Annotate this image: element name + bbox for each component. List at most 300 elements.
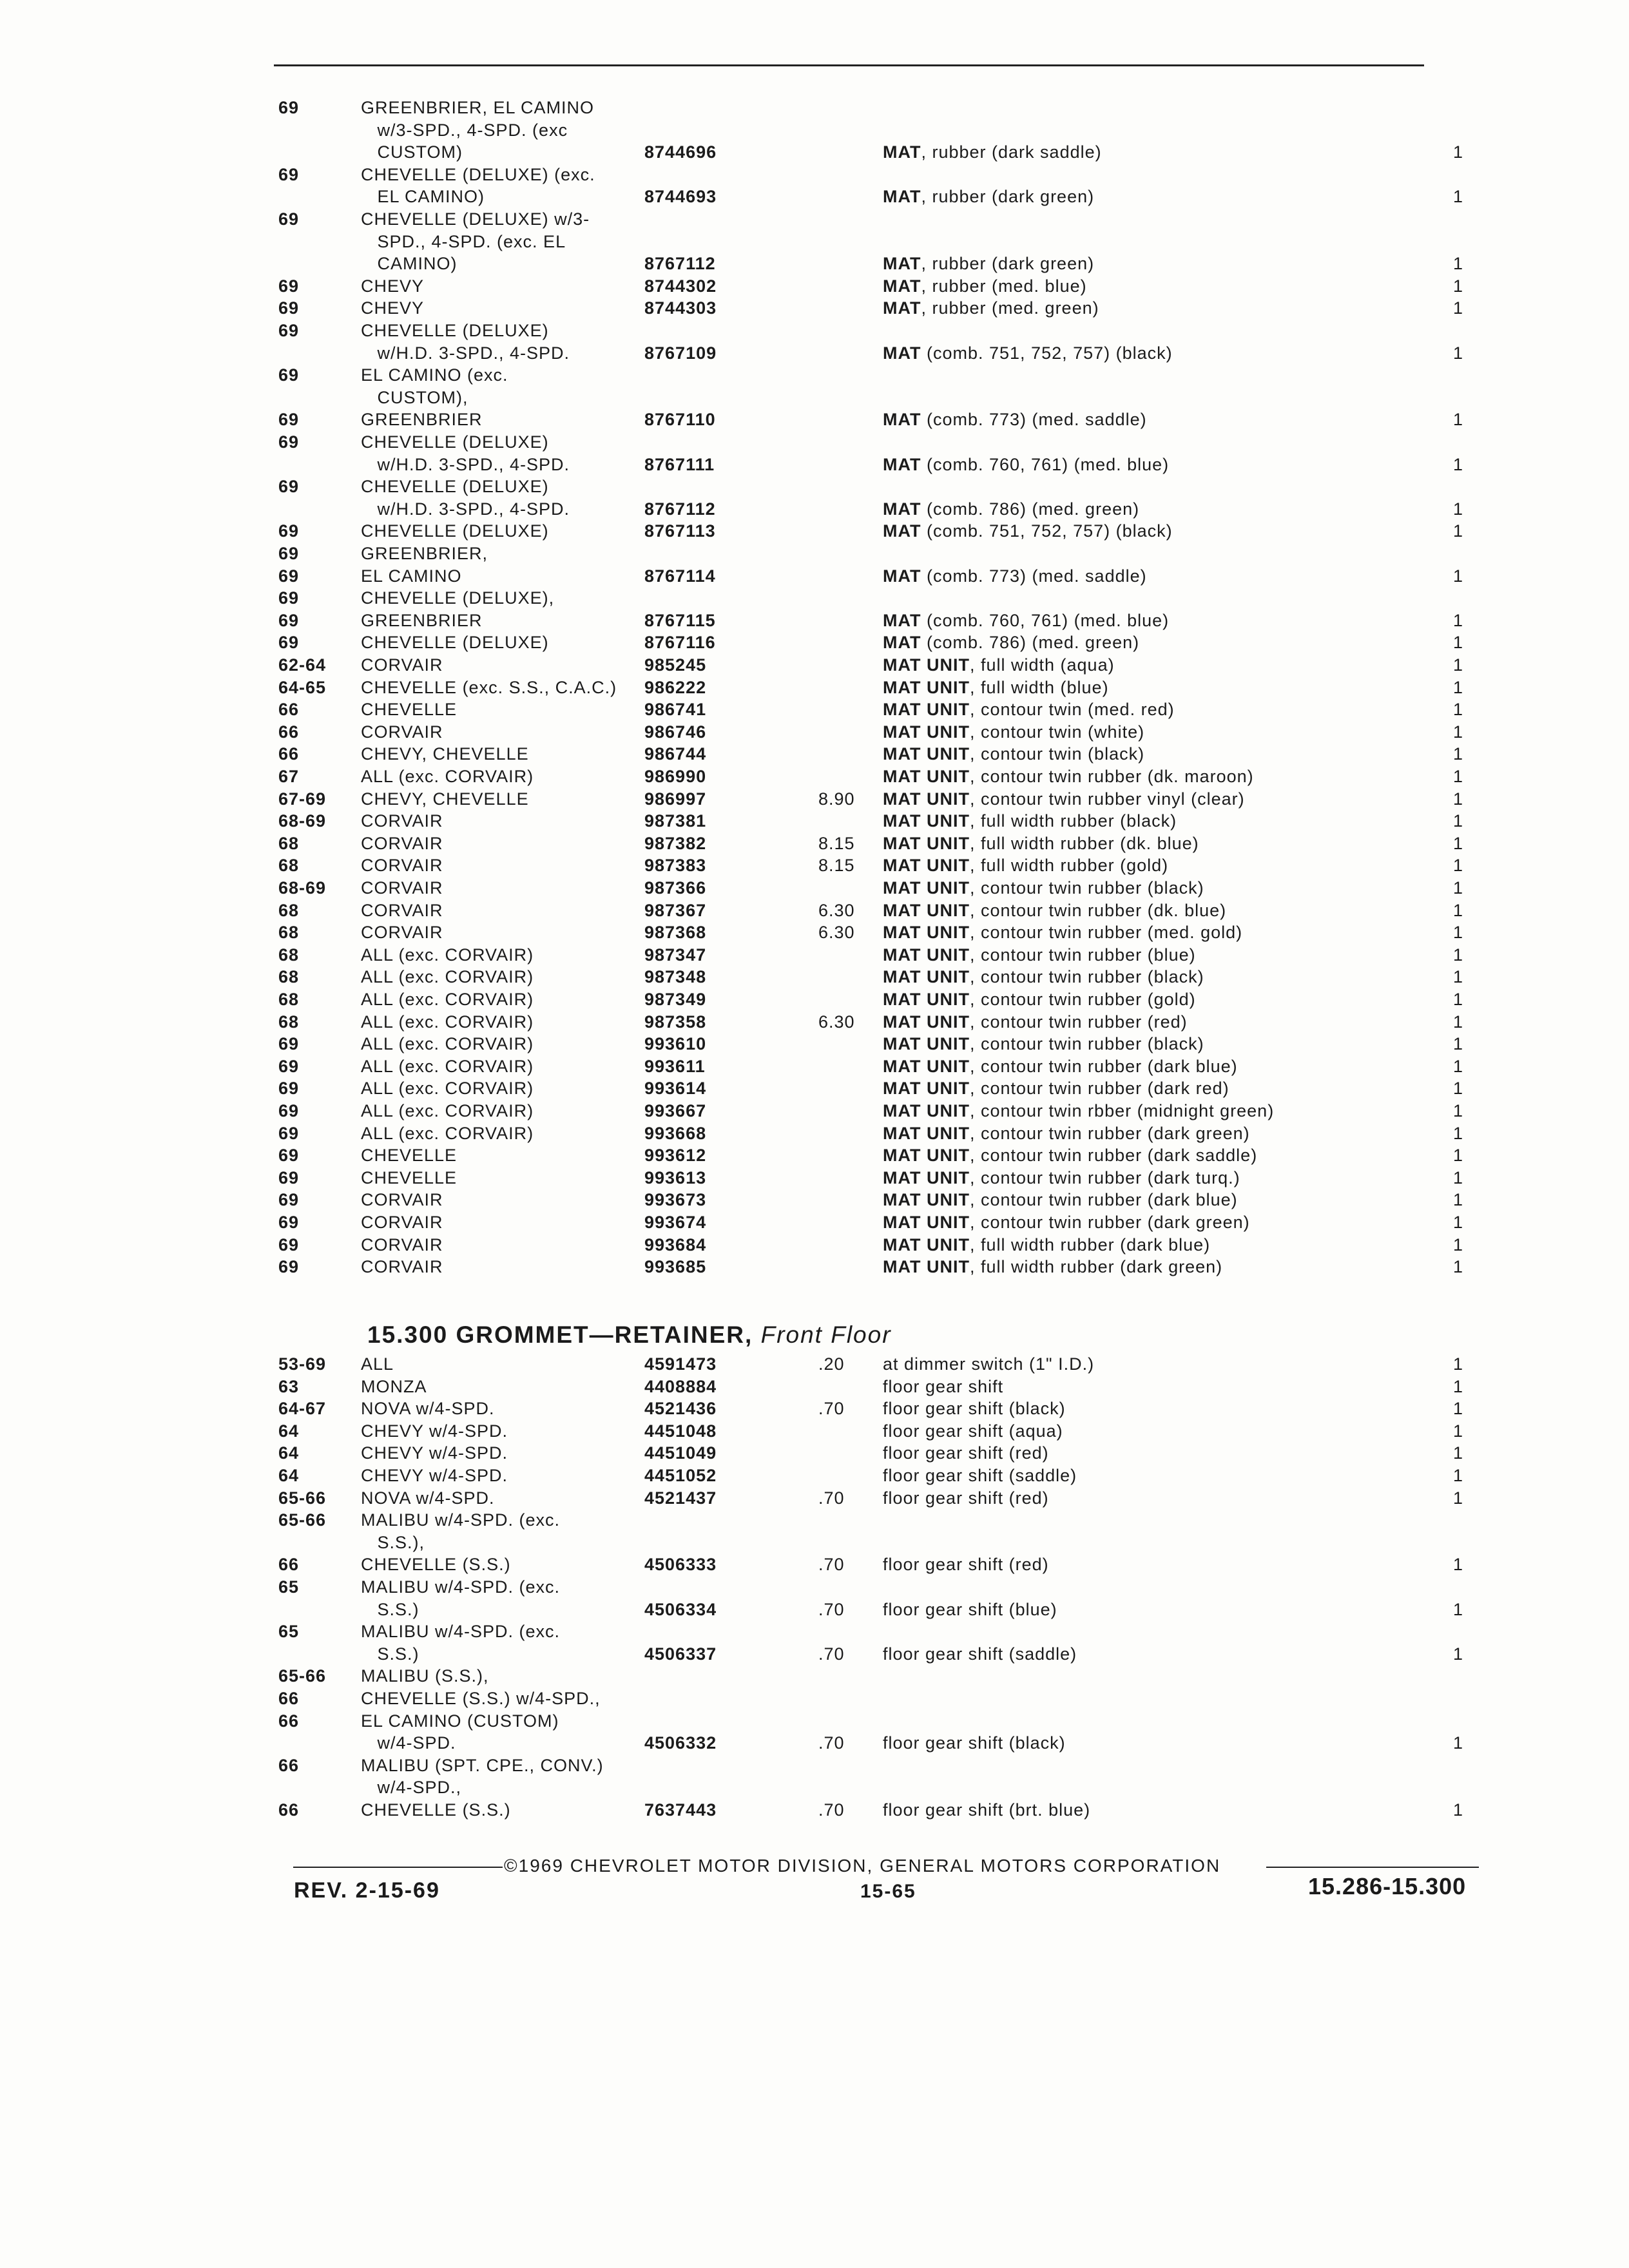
- list-item: [0, 1234, 1629, 1256]
- description-cell: MAT UNIT, contour twin rubber (dark blue): [883, 1056, 1238, 1076]
- list-item: [0, 1167, 1629, 1189]
- year-cell: 65-66: [278, 1510, 327, 1530]
- list-item: [0, 1211, 1629, 1233]
- model-cell: SPD., 4-SPD. (exc. EL: [361, 231, 566, 251]
- part-number-cell: 4451049: [644, 1443, 717, 1463]
- part-number-cell: 4408884: [644, 1376, 717, 1396]
- year-cell: 68: [278, 990, 300, 1009]
- list-item: [0, 698, 1629, 720]
- list-item: [0, 587, 1629, 609]
- year-cell: 68: [278, 856, 300, 876]
- part-number-cell: 7637443: [644, 1800, 717, 1820]
- model-cell: GREENBRIER: [361, 410, 483, 430]
- quantity-cell: 1: [1453, 1168, 1464, 1187]
- quantity-cell: 1: [1453, 1012, 1464, 1032]
- model-cell: CORVAIR: [361, 1257, 443, 1277]
- year-cell: 65-66: [278, 1488, 327, 1508]
- quantity-cell: 1: [1453, 945, 1464, 965]
- part-number-cell: 4506334: [644, 1599, 717, 1619]
- quantity-cell: 1: [1453, 187, 1464, 207]
- description-cell: floor gear shift (saddle): [883, 1644, 1077, 1664]
- list-item: [0, 1465, 1629, 1486]
- list-item: [0, 498, 1629, 520]
- part-number-cell: 986990: [644, 767, 707, 786]
- quantity-cell: 1: [1453, 833, 1464, 853]
- quantity-cell: 1: [1453, 1079, 1464, 1099]
- model-cell: GREENBRIER,: [361, 544, 488, 563]
- year-cell: 69: [278, 164, 300, 184]
- list-item: [0, 431, 1629, 453]
- description-cell: MAT (comb. 760, 761) (med. blue): [883, 610, 1170, 630]
- section-range: 15.286-15.300: [1308, 1873, 1467, 1899]
- part-number-cell: 4591473: [644, 1354, 717, 1374]
- model-cell: CORVAIR: [361, 811, 443, 831]
- description-cell: MAT UNIT, contour twin rubber (red): [883, 1012, 1188, 1032]
- part-number-cell: 987358: [644, 1012, 707, 1032]
- model-cell: CORVAIR: [361, 833, 443, 853]
- list-item: [0, 454, 1629, 476]
- description-cell: MAT UNIT, contour twin rubber (dark saddle): [883, 1146, 1258, 1166]
- description-cell: MAT UNIT, contour twin rbber (midnight green): [883, 1101, 1275, 1120]
- model-cell: CUSTOM): [361, 142, 463, 162]
- price-cell: .70: [818, 1644, 845, 1664]
- description-cell: MAT UNIT, contour twin (med. red): [883, 700, 1175, 720]
- list-item: [0, 854, 1629, 876]
- quantity-cell: 1: [1453, 789, 1464, 809]
- section-heading: [367, 1321, 892, 1349]
- price-cell: .70: [818, 1555, 845, 1575]
- year-cell: 69: [278, 1034, 300, 1054]
- list-item: [0, 1710, 1629, 1732]
- list-item: [0, 208, 1629, 230]
- part-number-cell: 8767109: [644, 343, 717, 363]
- year-cell: 69: [278, 298, 300, 318]
- list-item: [0, 1077, 1629, 1099]
- quantity-cell: 1: [1453, 878, 1464, 898]
- year-cell: 68: [278, 900, 300, 920]
- model-cell: CHEVELLE: [361, 1168, 458, 1187]
- year-cell: 69: [278, 432, 300, 452]
- year-cell: 65: [278, 1622, 300, 1642]
- quantity-cell: 1: [1453, 677, 1464, 697]
- year-cell: 69: [278, 1123, 300, 1143]
- description-cell: floor gear shift (aqua): [883, 1421, 1063, 1441]
- part-number-cell: 987383: [644, 856, 707, 876]
- list-item: [0, 610, 1629, 631]
- model-cell: ALL (exc. CORVAIR): [361, 990, 534, 1009]
- model-cell: w/4-SPD.,: [361, 1778, 462, 1798]
- model-cell: ALL: [361, 1354, 394, 1374]
- price-cell: .70: [818, 1599, 845, 1619]
- part-number-cell: 987349: [644, 990, 707, 1009]
- description-cell: MAT UNIT, contour twin rubber (dark red): [883, 1079, 1229, 1099]
- quantity-cell: 1: [1453, 1488, 1464, 1508]
- model-cell: CHEVELLE: [361, 1146, 458, 1166]
- part-number-cell: 987367: [644, 900, 707, 920]
- price-cell: .20: [818, 1354, 845, 1374]
- part-number-cell: 987347: [644, 945, 707, 965]
- quantity-cell: 1: [1453, 454, 1464, 474]
- year-cell: 68-69: [278, 811, 327, 831]
- year-cell: 69: [278, 1257, 300, 1277]
- quantity-cell: 1: [1453, 1555, 1464, 1575]
- list-item: [0, 1553, 1629, 1575]
- model-cell: CHEVELLE (DELUXE),: [361, 588, 555, 608]
- quantity-cell: 1: [1453, 811, 1464, 831]
- list-item: [0, 877, 1629, 899]
- model-cell: CUSTOM),: [361, 387, 468, 407]
- list-item: [0, 186, 1629, 207]
- model-cell: CHEVELLE (exc. S.S., C.A.C.): [361, 677, 617, 697]
- quantity-cell: 1: [1453, 1466, 1464, 1485]
- year-cell: 66: [278, 744, 300, 764]
- year-cell: 69: [278, 1235, 300, 1254]
- quantity-cell: 1: [1453, 1235, 1464, 1254]
- part-number-cell: 993613: [644, 1168, 707, 1187]
- description-cell: at dimmer switch (1" I.D.): [883, 1354, 1095, 1374]
- part-number-cell: 993673: [644, 1190, 707, 1210]
- description-cell: floor gear shift (saddle): [883, 1466, 1077, 1485]
- quantity-cell: 1: [1453, 1056, 1464, 1076]
- description-cell: MAT, rubber (med. blue): [883, 276, 1087, 296]
- description-cell: floor gear shift (blue): [883, 1599, 1057, 1619]
- model-cell: w/H.D. 3-SPD., 4-SPD.: [361, 454, 570, 474]
- copyright-line: ©1969 CHEVROLET MOTOR DIVISION, GENERAL MOTORS CORPORATION: [504, 1856, 1221, 1876]
- list-item: [0, 520, 1629, 542]
- year-cell: 68: [278, 967, 300, 987]
- price-cell: .70: [818, 1399, 845, 1419]
- model-cell: CHEVY: [361, 298, 425, 318]
- list-item: [0, 832, 1629, 854]
- model-cell: GREENBRIER: [361, 610, 483, 630]
- year-cell: 67: [278, 767, 300, 786]
- year-cell: 69: [278, 633, 300, 653]
- year-cell: 66: [278, 1755, 300, 1775]
- year-cell: 69: [278, 544, 300, 563]
- part-number-cell: 985245: [644, 655, 707, 675]
- year-cell: 64: [278, 1443, 300, 1463]
- list-item: [0, 654, 1629, 676]
- description-cell: MAT UNIT, contour twin rubber (gold): [883, 990, 1196, 1009]
- year-cell: 66: [278, 1555, 300, 1575]
- year-cell: 69: [278, 1190, 300, 1210]
- year-cell: 69: [278, 209, 300, 229]
- list-item: [0, 1189, 1629, 1211]
- quantity-cell: 1: [1453, 1034, 1464, 1054]
- description-cell: floor gear shift (brt. blue): [883, 1800, 1091, 1820]
- model-cell: EL CAMINO: [361, 566, 462, 586]
- model-cell: MALIBU w/4-SPD. (exc.: [361, 1577, 561, 1597]
- list-item: [0, 1376, 1629, 1398]
- model-cell: MALIBU w/4-SPD. (exc.: [361, 1622, 561, 1642]
- part-number-cell: 8744696: [644, 142, 717, 162]
- part-number-cell: 4451048: [644, 1421, 717, 1441]
- quantity-cell: 1: [1453, 655, 1464, 675]
- model-cell: S.S.): [361, 1599, 419, 1619]
- description-cell: MAT UNIT, contour twin rubber (blue): [883, 945, 1196, 965]
- year-cell: 69: [278, 410, 300, 430]
- model-cell: CORVAIR: [361, 878, 443, 898]
- part-number-cell: 4521436: [644, 1399, 717, 1419]
- quantity-cell: 1: [1453, 1190, 1464, 1210]
- model-cell: CHEVY, CHEVELLE: [361, 789, 529, 809]
- list-item: [0, 1398, 1629, 1419]
- quantity-cell: 1: [1453, 1123, 1464, 1143]
- list-item: [0, 1732, 1629, 1754]
- model-cell: NOVA w/4-SPD.: [361, 1488, 495, 1508]
- part-number-cell: 8767113: [644, 521, 716, 541]
- year-cell: 65: [278, 1577, 300, 1597]
- year-cell: 67-69: [278, 789, 327, 809]
- part-number-cell: 986744: [644, 744, 707, 764]
- quantity-cell: 1: [1453, 1443, 1464, 1463]
- description-cell: floor gear shift: [883, 1376, 1004, 1396]
- part-number-cell: 8744302: [644, 276, 717, 296]
- year-cell: 64-67: [278, 1399, 327, 1419]
- year-cell: 64: [278, 1466, 300, 1485]
- quantity-cell: 1: [1453, 700, 1464, 720]
- quantity-cell: 1: [1453, 1733, 1464, 1753]
- list-item: [0, 342, 1629, 364]
- description-cell: MAT UNIT, full width rubber (dark green): [883, 1257, 1223, 1277]
- quantity-cell: 1: [1453, 298, 1464, 318]
- list-item: [0, 253, 1629, 274]
- model-cell: CHEVY, CHEVELLE: [361, 744, 529, 764]
- model-cell: NOVA w/4-SPD.: [361, 1399, 495, 1419]
- description-cell: MAT UNIT, contour twin rubber (dk. blue): [883, 900, 1227, 920]
- list-item: [0, 1011, 1629, 1033]
- model-cell: CHEVY w/4-SPD.: [361, 1443, 508, 1463]
- list-item: [0, 1620, 1629, 1642]
- part-number-cell: 8767115: [644, 610, 716, 630]
- model-cell: GREENBRIER, EL CAMINO: [361, 98, 595, 117]
- list-item: [0, 408, 1629, 430]
- list-item: [0, 788, 1629, 810]
- description-cell: floor gear shift (black): [883, 1733, 1066, 1753]
- model-cell: ALL (exc. CORVAIR): [361, 1012, 534, 1032]
- model-cell: S.S.): [361, 1644, 419, 1664]
- description-cell: MAT UNIT, contour twin rubber (dk. maroon): [883, 767, 1254, 786]
- model-cell: ALL (exc. CORVAIR): [361, 945, 534, 965]
- part-number-cell: 8767112: [644, 499, 716, 519]
- description-cell: MAT, rubber (dark green): [883, 187, 1095, 207]
- year-cell: 66: [278, 1711, 300, 1731]
- year-cell: 69: [278, 1213, 300, 1232]
- list-item: [0, 966, 1629, 988]
- year-cell: 69: [278, 276, 300, 296]
- model-cell: EL CAMINO): [361, 187, 485, 207]
- list-item: [0, 387, 1629, 408]
- quantity-cell: 1: [1453, 767, 1464, 786]
- part-number-cell: 4506337: [644, 1644, 717, 1664]
- price-cell: 6.30: [818, 923, 855, 943]
- model-cell: CORVAIR: [361, 1235, 443, 1254]
- year-cell: 63: [278, 1376, 300, 1396]
- list-item: [0, 1055, 1629, 1077]
- model-cell: ALL (exc. CORVAIR): [361, 967, 534, 987]
- quantity-cell: 1: [1453, 1101, 1464, 1120]
- description-cell: floor gear shift (red): [883, 1443, 1049, 1463]
- part-number-cell: 8767114: [644, 566, 716, 586]
- description-cell: MAT UNIT, full width rubber (black): [883, 811, 1177, 831]
- model-cell: MALIBU (SPT. CPE., CONV.): [361, 1755, 604, 1775]
- year-cell: 66: [278, 700, 300, 720]
- year-cell: 69: [278, 566, 300, 586]
- list-item: [0, 1442, 1629, 1464]
- model-cell: w/3-SPD., 4-SPD. (exc: [361, 120, 568, 140]
- part-number-cell: 993667: [644, 1101, 707, 1120]
- list-item: [0, 297, 1629, 319]
- quantity-cell: 1: [1453, 1421, 1464, 1441]
- model-cell: CHEVY: [361, 276, 425, 296]
- quantity-cell: 1: [1453, 744, 1464, 764]
- model-cell: CORVAIR: [361, 1213, 443, 1232]
- list-item: [0, 631, 1629, 653]
- list-item: [0, 1576, 1629, 1598]
- list-item: [0, 119, 1629, 141]
- year-cell: 69: [278, 1146, 300, 1166]
- list-item: [0, 944, 1629, 966]
- list-item: [0, 364, 1629, 386]
- year-cell: 68: [278, 923, 300, 943]
- part-number-cell: 4506332: [644, 1733, 717, 1753]
- year-cell: 69: [278, 98, 300, 117]
- part-number-cell: 987348: [644, 967, 707, 987]
- quantity-cell: 1: [1453, 254, 1464, 274]
- year-cell: 64-65: [278, 677, 327, 697]
- year-cell: 69: [278, 1168, 300, 1187]
- top-rule: [274, 64, 1424, 66]
- list-item: [0, 320, 1629, 341]
- model-cell: CORVAIR: [361, 655, 443, 675]
- part-number-cell: 987382: [644, 833, 707, 853]
- part-number-cell: 8744693: [644, 187, 717, 207]
- list-item: [0, 810, 1629, 832]
- year-cell: 66: [278, 722, 300, 742]
- part-number-cell: 986746: [644, 722, 707, 742]
- quantity-cell: 1: [1453, 1257, 1464, 1277]
- description-cell: MAT UNIT, contour twin rubber (dark green): [883, 1213, 1250, 1232]
- year-cell: 69: [278, 477, 300, 497]
- part-number-cell: 993610: [644, 1034, 707, 1054]
- model-cell: CAMINO): [361, 254, 458, 274]
- list-item: [0, 1100, 1629, 1122]
- model-cell: CORVAIR: [361, 923, 443, 943]
- part-number-cell: 4521437: [644, 1488, 717, 1508]
- description-cell: floor gear shift (red): [883, 1555, 1049, 1575]
- quantity-cell: 1: [1453, 1213, 1464, 1232]
- price-cell: .70: [818, 1733, 845, 1753]
- quantity-cell: 1: [1453, 410, 1464, 430]
- model-cell: CHEVELLE (DELUXE): [361, 432, 549, 452]
- year-cell: 66: [278, 1800, 300, 1820]
- model-cell: CHEVELLE: [361, 700, 458, 720]
- model-cell: CHEVELLE (DELUXE): [361, 521, 549, 541]
- part-number-cell: 986997: [644, 789, 707, 809]
- model-cell: CORVAIR: [361, 900, 443, 920]
- year-cell: 69: [278, 1101, 300, 1120]
- year-cell: 68: [278, 833, 300, 853]
- list-item: [0, 1033, 1629, 1055]
- model-cell: ALL (exc. CORVAIR): [361, 1056, 534, 1076]
- part-number-cell: 8767112: [644, 254, 716, 274]
- description-cell: MAT UNIT, full width rubber (dk. blue): [883, 833, 1199, 853]
- description-cell: floor gear shift (red): [883, 1488, 1049, 1508]
- quantity-cell: 1: [1453, 499, 1464, 519]
- quantity-cell: 1: [1453, 722, 1464, 742]
- model-cell: ALL (exc. CORVAIR): [361, 1034, 534, 1054]
- part-number-cell: 8767111: [644, 454, 715, 474]
- quantity-cell: 1: [1453, 142, 1464, 162]
- description-cell: MAT UNIT, full width (blue): [883, 677, 1109, 697]
- description-cell: MAT (comb. 760, 761) (med. blue): [883, 454, 1170, 474]
- quantity-cell: 1: [1453, 521, 1464, 541]
- footer-rule-left: [293, 1867, 503, 1868]
- model-cell: CORVAIR: [361, 856, 443, 876]
- price-cell: 8.15: [818, 833, 855, 853]
- list-item: [0, 721, 1629, 743]
- revision-date: REV. 2-15-69: [294, 1878, 440, 1903]
- list-item: [0, 1776, 1629, 1798]
- list-item: [0, 765, 1629, 787]
- price-cell: 8.15: [818, 856, 855, 876]
- part-number-cell: 4451052: [644, 1466, 717, 1485]
- quantity-cell: 1: [1453, 1376, 1464, 1396]
- model-cell: CHEVELLE (DELUXE): [361, 321, 549, 340]
- year-cell: 69: [278, 1079, 300, 1099]
- list-item: [0, 97, 1629, 119]
- part-number-cell: 993684: [644, 1235, 707, 1254]
- part-number-cell: 993614: [644, 1079, 707, 1099]
- description-cell: MAT UNIT, contour twin rubber (dark blue): [883, 1190, 1238, 1210]
- year-cell: 66: [278, 1689, 300, 1708]
- list-item: [0, 1509, 1629, 1531]
- list-item: [0, 1799, 1629, 1821]
- year-cell: 69: [278, 1056, 300, 1076]
- list-item: [0, 1353, 1629, 1375]
- list-item: [0, 141, 1629, 163]
- price-cell: .70: [818, 1488, 845, 1508]
- part-number-cell: 987366: [644, 878, 707, 898]
- quantity-cell: 1: [1453, 923, 1464, 943]
- price-cell: 6.30: [818, 900, 855, 920]
- part-number-cell: 4506333: [644, 1555, 717, 1575]
- description-cell: MAT UNIT, contour twin (black): [883, 744, 1145, 764]
- description-cell: MAT UNIT, contour twin (white): [883, 722, 1145, 742]
- model-cell: CHEVY w/4-SPD.: [361, 1466, 508, 1485]
- list-item: [0, 743, 1629, 765]
- quantity-cell: 1: [1453, 1399, 1464, 1419]
- year-cell: 65-66: [278, 1666, 327, 1686]
- list-item: [0, 988, 1629, 1010]
- model-cell: MALIBU w/4-SPD. (exc.: [361, 1510, 561, 1530]
- price-cell: .70: [818, 1800, 845, 1820]
- list-item: [0, 164, 1629, 186]
- description-cell: MAT UNIT, contour twin rubber (dark turq.): [883, 1168, 1240, 1187]
- part-number-cell: 8767110: [644, 410, 716, 430]
- model-cell: ALL (exc. CORVAIR): [361, 1101, 534, 1120]
- price-cell: 8.90: [818, 789, 855, 809]
- model-cell: ALL (exc. CORVAIR): [361, 767, 534, 786]
- description-cell: MAT, rubber (med. green): [883, 298, 1099, 318]
- model-cell: MONZA: [361, 1376, 427, 1396]
- price-cell: 6.30: [818, 1012, 855, 1032]
- quantity-cell: 1: [1453, 276, 1464, 296]
- list-item: [0, 1665, 1629, 1687]
- quantity-cell: 1: [1453, 566, 1464, 586]
- model-cell: EL CAMINO (exc.: [361, 365, 508, 385]
- model-cell: EL CAMINO (CUSTOM): [361, 1711, 559, 1731]
